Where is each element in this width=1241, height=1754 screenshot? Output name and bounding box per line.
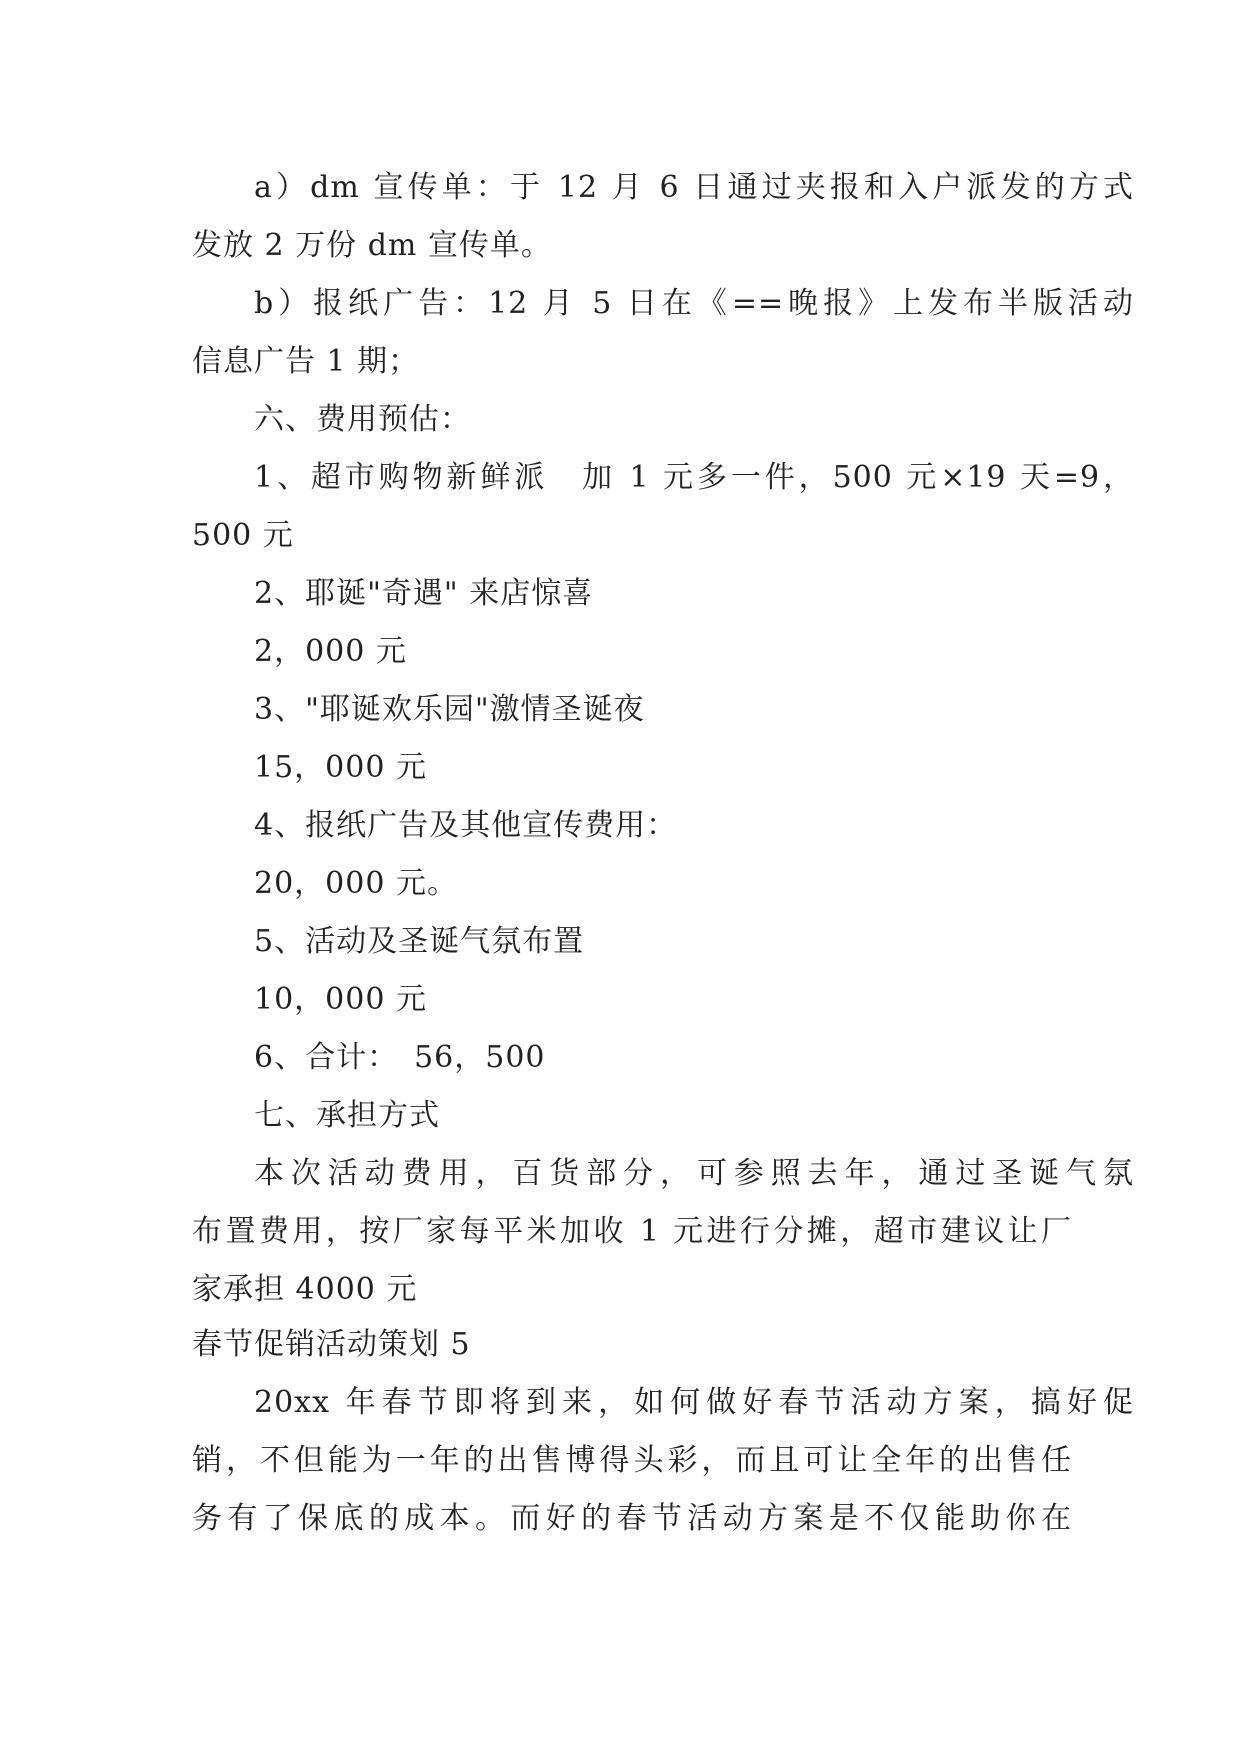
cost-item-5-label: 5、活动及圣诞气氛布置 xyxy=(254,924,585,959)
cost-item-4-amount: 20，000 元。 xyxy=(254,866,458,901)
paragraph-cost-sharing-line-3: 家承担 4000 元 xyxy=(192,1272,418,1307)
paragraph-newspaper-ad-line-2: 信息广告 1 期； xyxy=(192,344,420,379)
section-heading-cost-estimate: 六、费用预估： xyxy=(254,402,471,437)
paragraph-newspaper-ad-line-1: b）报纸广告：12 月 5 日在《==晚报》上发布半版活动 xyxy=(254,286,1134,321)
cost-item-3-label: 3、"耶诞欢乐园"激情圣诞夜 xyxy=(254,692,645,727)
paragraph-spring-festival-line-1: 20xx 年春节即将到来，如何做好春节活动方案，搞好促 xyxy=(254,1385,1134,1420)
section-title-spring-festival-plan: 春节促销活动策划 5 xyxy=(192,1327,471,1362)
cost-item-2-amount: 2，000 元 xyxy=(254,634,407,669)
paragraph-spring-festival-line-2: 销，不但能为一年的出售博得头彩，而且可让全年的出售任 xyxy=(192,1443,1072,1478)
cost-total: 6、合计： 56，500 xyxy=(254,1040,546,1075)
paragraph-dm-flyer-line-2: 发放 2 万份 dm 宣传单。 xyxy=(192,228,552,263)
cost-item-4-label: 4、报纸广告及其他宣传费用： xyxy=(254,808,678,843)
cost-item-2-label: 2、耶诞"奇遇" 来店惊喜 xyxy=(254,576,594,611)
paragraph-spring-festival-line-3: 务有了保底的成本。而好的春节活动方案是不仅能助你在 xyxy=(192,1501,1072,1536)
paragraph-cost-sharing-line-1: 本次活动费用，百货部分，可参照去年，通过圣诞气氛 xyxy=(254,1156,1134,1191)
cost-item-5-amount: 10，000 元 xyxy=(254,982,427,1017)
section-heading-cost-sharing: 七、承担方式 xyxy=(254,1098,440,1133)
cost-item-3-amount: 15，000 元 xyxy=(254,750,427,785)
cost-item-1-line-1: 1、超市购物新鲜派 加 1 元多一件，500 元×19 天=9， xyxy=(254,460,1134,495)
cost-item-1-line-2: 500 元 xyxy=(192,518,294,553)
paragraph-dm-flyer-line-1: a）dm 宣传单：于 12 月 6 日通过夹报和入户派发的方式 xyxy=(254,170,1134,205)
paragraph-cost-sharing-line-2: 布置费用，按厂家每平米加收 1 元进行分摊，超市建议让厂 xyxy=(192,1214,1072,1249)
